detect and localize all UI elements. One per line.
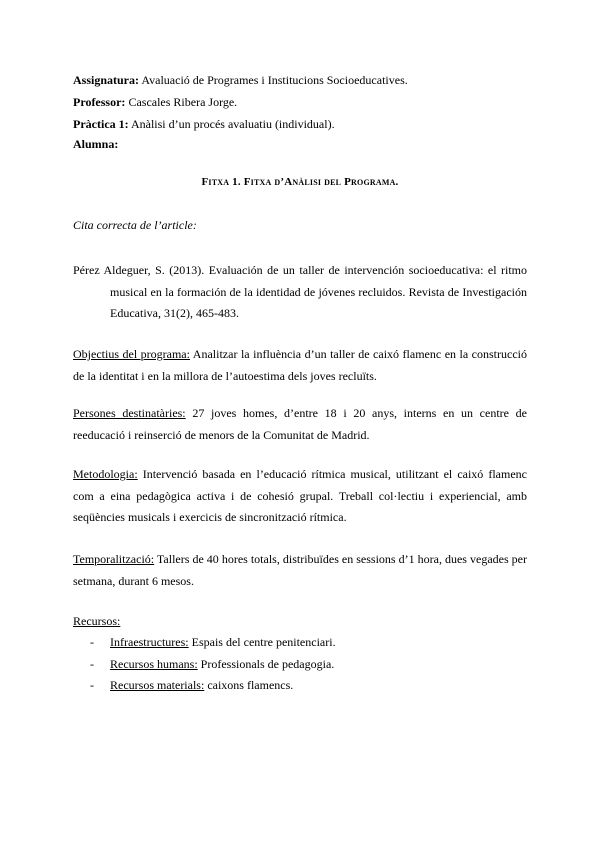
list-dash: - [90,635,94,649]
professor-line [73,94,237,110]
temporalitzacio-text: Tallers de 40 hores totals, distribuïdes en sessions d’1 hora, dues vegades per setmana, durant 6 mesos. [73,552,527,588]
metodologia-label: Metodologia: [73,467,138,481]
persones-paragraph [73,403,527,446]
recursos-item-label: Recursos humans: [110,656,198,671]
list-dash: - [90,678,94,692]
assignatura-value: Avaluació de Programes i Institucions Socioeducatives. [139,73,408,87]
recursos-item-humans [90,654,336,676]
recursos-item-text: Professionals de pedagogia. [197,656,335,671]
objectius-paragraph [73,344,527,387]
temporalitzacio-paragraph [73,549,527,592]
persones-text: 27 joves homes, d’entre 18 i 20 anys, interns en un centre de reeducació i reinserció de menors de la Comunitat de Madrid. [73,406,527,442]
assignatura-label: Assignatura: [73,73,140,87]
reference-entry: Pérez Aldeguer, S. (2013). Evaluación de un taller de intervención socioeducativa: el ritmo musical en la formación de la identidad de jóvenes recluidos. Revista de Investigación Educativa, 31(2), 465-483. [73,263,527,320]
fitxa-title: Fitxa 1. Fitxa d’Anàlisi del Programa. [201,176,399,188]
recursos-item-text: Espais del centre penitenciari. [188,635,336,649]
recursos-item-label: Infraestructures: [110,635,189,649]
persones-label: Persones destinatàries: [73,406,186,420]
assignatura-line [73,72,408,88]
metodologia-text: Intervenció basada en l’educació rítmica musical, utilitzant el caixó flamenc com a eina pedagògica activa i de cohesió grupal. Treball col·lectiu i experiencial, amb seqüències musicals i exercicis de sincronització rítmica. [73,467,527,524]
practica-line [73,116,335,132]
professor-value: Cascales Ribera Jorge. [125,95,238,109]
alumna-line [73,136,118,152]
list-dash: - [90,656,94,671]
objectius-label: Objectius del programa: [73,347,190,361]
professor-label: Professor: [73,95,126,109]
recursos-item-text: caixons flamencs. [204,678,294,692]
practica-label: Pràctica 1: [73,117,129,131]
objectius-text: Analitzar la influència d’un taller de caixó flamenc en la construcció de la identitat i en la millora de l’autoestima dels joves recluïts. [73,347,527,383]
metodologia-paragraph [73,464,527,529]
temporalitzacio-label: Temporalització: [73,552,155,566]
recursos-list [90,632,336,697]
recursos-item-infraestructures [90,632,336,654]
recursos-heading: Recursos: [73,614,121,628]
cita-label: Cita correcta de l’article: [73,218,197,232]
alumna-label: Alumna: [73,137,119,151]
recursos-item-materials [90,675,336,697]
practica-value: Anàlisi d’un procés avaluatiu (individual). [128,117,335,131]
recursos-item-label: Recursos materials: [110,678,205,692]
